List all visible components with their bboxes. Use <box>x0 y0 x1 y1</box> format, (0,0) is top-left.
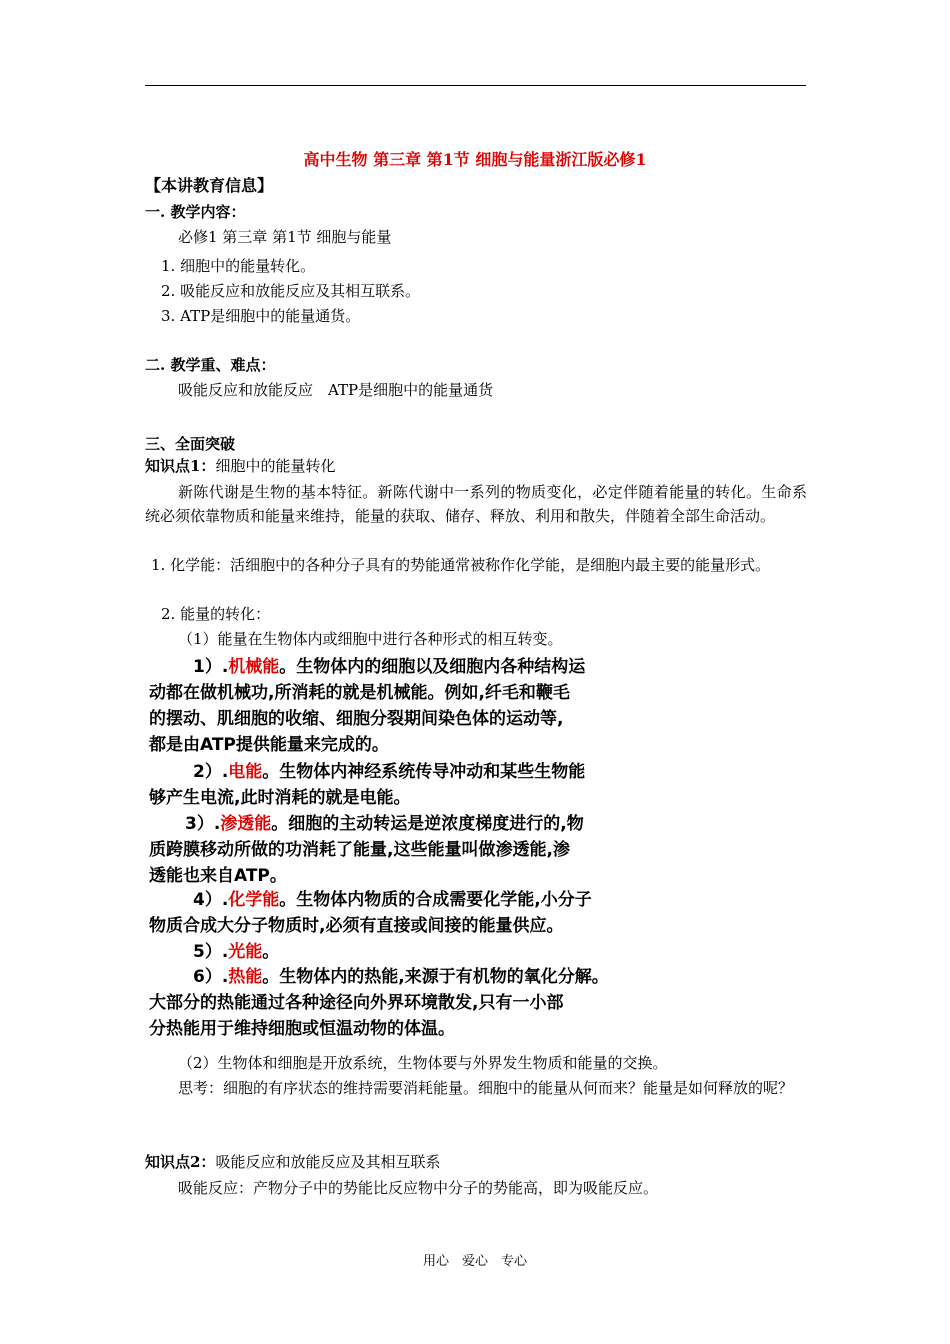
paragraph: （1）能量在生物体内或细胞中进行各种形式的相互转变。 <box>178 630 563 648</box>
section-2-text: 吸能反应和放能反应 ATP是细胞中的能量通货 <box>178 381 494 399</box>
energy-name: 热能 <box>228 967 263 987</box>
paragraph: 2. 能量的转化： <box>161 605 271 623</box>
document-title: 高中生物 第三章 第1节 细胞与能量浙江版必修1 <box>303 150 647 169</box>
knowledge-point-label: 知识点1： <box>145 457 216 475</box>
knowledge-point-label: 知识点2： <box>145 1153 216 1171</box>
knowledge-point-1 <box>145 456 335 476</box>
list-item: 1. 细胞中的能量转化。 <box>161 257 316 275</box>
energy-name: 化学能 <box>228 890 280 910</box>
energy-name: 光能 <box>228 942 263 962</box>
paragraph: 吸能反应：产物分子中的势能比反应物中分子的势能高，即为吸能反应。 <box>178 1179 659 1197</box>
paragraph: 1. 化学能：活细胞中的各种分子具有的势能通常被称作化学能，是细胞内最主要的能量形式。 <box>151 556 771 574</box>
section-1-heading: 一. 教学内容： <box>145 203 246 221</box>
section-info-heading: 【本讲教育信息】 <box>145 176 274 195</box>
knowledge-point-title: 细胞中的能量转化 <box>215 457 336 475</box>
paragraph: （2）生物体和细胞是开放系统，生物体要与外界发生物质和能量的交换。 <box>178 1054 668 1072</box>
energy-name: 电能 <box>228 762 263 782</box>
section-3-heading: 三、全面突破 <box>145 435 236 453</box>
paragraph: 思考：细胞的有序状态的维持需要消耗能量。细胞中的能量从何而来？能量是如何释放的呢？ <box>178 1079 794 1097</box>
section-2-heading: 二. 教学重、难点： <box>145 356 276 374</box>
energy-name: 机械能 <box>228 657 280 677</box>
list-item: 2. 吸能反应和放能反应及其相互联系。 <box>161 282 421 300</box>
list-item: 3. ATP是细胞中的能量通货。 <box>161 307 361 325</box>
page-footer: 用心 爱心 专心 <box>422 1254 527 1269</box>
energy-forms-figure: 1）.机械能。生物体内的细胞以及细胞内各种结构运 动都在做机械功,所消耗的就是机械能。例如,纤毛和鞭毛 的摆动、肌细胞的收缩、细胞分裂期间染色体的运动等, 都是由ATP提供能量来完成的。 2）.电能。生物体内神经系统传导冲动和某些生物能 够产生电流,此时消耗的就是电能。 3）.渗透能。细胞的主动转运是逆浓度梯度进行的,物 质跨膜移动所做的功消耗了能量,这些能量叫做渗透能,渗 透能也来自ATP。 4）.化学能。生物体内物质的合成需要化学能,小分子 物质合成大分子物质时,必须有直接或间接的能量供应。 5）.光能。 6）.热能。生物体内的热能,来源于有机物的氧化分解。 大部分的热能通过各种途径向外界环境散发,只有一小部 分热能用于维持细胞或恒温动物的体温。 <box>149 657 609 1039</box>
knowledge-point-2 <box>145 1152 440 1172</box>
section-1-subtitle: 必修1 第三章 第1节 细胞与能量 <box>178 228 392 246</box>
energy-name: 渗透能 <box>220 814 272 834</box>
paragraph: 新陈代谢是生物的基本特征。新陈代谢中一系列的物质变化，必定伴随着能量的转化。生命系统必须依靠物质和能量来维持，能量的获取、储存、释放、利用和散失，伴随着全部生命活动。 <box>145 483 807 525</box>
knowledge-point-title: 吸能反应和放能反应及其相互联系 <box>215 1153 441 1171</box>
header-rule <box>145 85 806 86</box>
